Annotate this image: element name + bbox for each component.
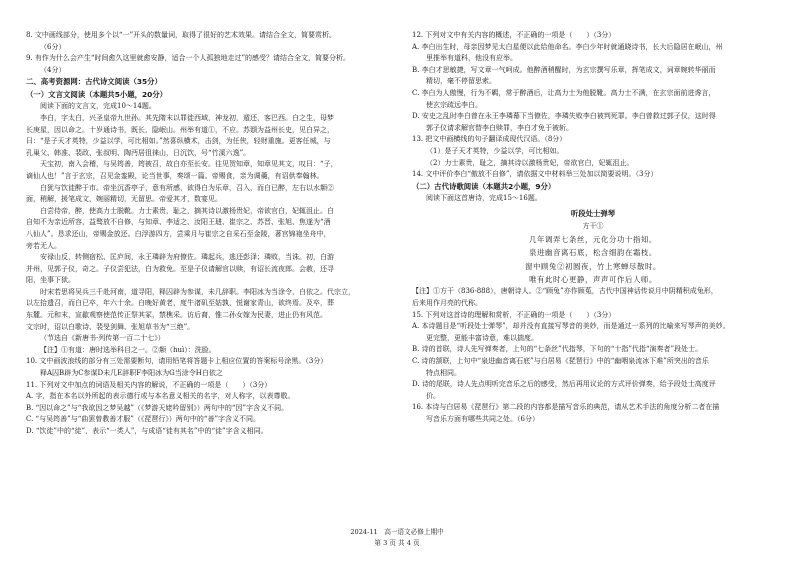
text-line: （一）文言文阅读（本题共5小题，20分） [26, 89, 168, 99]
text-line: 二、高考资源网：古代诗文阅读（35分） [26, 77, 162, 87]
text-line: 以左拾遗召，而白已卒，年六十余。白晚好黄老，度牛渚矶至姑孰，悦谢家青山，欲终焉。及卒，葬 [26, 299, 334, 308]
text-line: 东麓。元和末，宣歙观察使范传正祭其冢，禁樵采。访后裔，惟二孙女嫁为民妻，进止仍有风范。 [26, 311, 327, 320]
text-line: B. 李白才思敏捷，写文章一气呵成。他醉酒稍醒时，为玄宗撰写乐章，挥笔成文，词章婉转华丽而 [412, 65, 716, 74]
text-line: 写音乐方面有哪些共同之处。（6分） [426, 414, 539, 423]
right-questions-bottom [412, 286, 774, 425]
text-line: A. 本诗题目是“听段处士弹琴”，却并没有直接写琴音的美妙，而是通过一系列的比喻来写琴声的美妙。 [412, 322, 730, 331]
text-line: D. “饮徒”中的“徒”，表示“一类人”，与成语“徒有其名”中的“徒”字含义相同。 [26, 427, 268, 435]
text-line: 【注】①方干（836-888），唐朝诗人。②“顾兔”亦作顾菟，古代中国神话传说月中阴精积成兔形， [412, 287, 718, 296]
text-line: 10. 文中画波浪线的部分有三处需要断句，请用铅笔将答题卡上相应位置的答案标号涂黑。（3分） [26, 357, 328, 366]
text-line: C. “与吴筠善”与“曲罢曾教善才服”（《琵琶行》）两句中的“善”字含义不同。 [26, 415, 261, 424]
text-line: 长庚星，因以命之。十岁通诗书，既长，隐岷山。州举有道①，不应。苏颋为益州长史，见白异之， [26, 125, 334, 134]
text-line: 孔巢父、韩准、裴政、张叔明、陶沔居徂徕山，日沉饮，号“竹溪六逸”。 [26, 148, 251, 157]
poem-title: 听段处士弹琴 [570, 208, 616, 218]
text-line: C. 李白为人傲慢，行为不羁，常于醉酒后，让高力士为他脱靴。高力士不满，在玄宗面前进谗言， [412, 88, 716, 97]
text-line: 自知不为亲近所容，益骜放不自修，与知章、李适之、汝阳王琎、崔宗之、苏晋、张旭、焦遂为“酒 [26, 218, 331, 227]
text-line: 曰：“是子天才英特，少益以学，可比相如。”然喜纵横术，击剑，为任侠，轻财重施。更客任城，与 [26, 137, 331, 146]
text-line: 【注】①有道：唐时选举科目之一。②颒（huì）：洗脸。 [40, 345, 216, 354]
text-line: D. 安史之乱时李白曾在永王李璘幕下当僚佐，李璘失败李白被判死罪。李白曾救过郭子仪，这时得 [412, 112, 716, 121]
text-line: A. 字，指在本名以外所起的表示德行或与本名意义相关的名字，对人称字，以表尊敬。 [26, 392, 295, 401]
text-line: 旁若无人。 [26, 241, 61, 250]
text-line: 天宝初，南入会稽，与吴筠善，筠被召，故白亦至长安。往见贺知章，知章见其文，叹曰：“子， [40, 160, 338, 169]
text-line: （1）是子天才英特，少益以学，可比相如。 [426, 146, 564, 155]
text-line: 阅读下面的文言文，完成10～14题。 [40, 102, 156, 111]
text-line: 郭子仪请求解官替李白赎罪，李白才免于被斩。 [426, 123, 573, 132]
poem-line: 唯有此时心更静，声声可作后人师。 [529, 275, 657, 285]
left-column [26, 30, 386, 438]
text-line: 9. 有作为什么会产生“时间愈久这里就愈安静，适合一个人孤独地走过”的感受？请结合全文，简要分析。 [26, 54, 351, 63]
text-line: 安禄山反，转侧宿松、匡庐间，永王璘辟为府僚佐。璘起兵，逃还彭泽；璘败，当诛。初，白游 [40, 253, 334, 262]
text-line: D. 诗的尾联，诗人先点明听完音乐之后的感受，然后再用议论的方式评价弹奏，给予段处士高度评 [412, 380, 716, 389]
text-line: 8. 文中画线部分，使用多个以“一”开头的数量词，取得了很好的艺术效果。请结合全文，简要赏析。 [26, 31, 337, 39]
poem-author: 方干① [582, 221, 604, 230]
text-line: 后来用作月亮的代称。 [412, 299, 482, 308]
text-line: 15. 下列对这首诗的理解和赏析，不正确的一项是（ ）（3分） [412, 310, 616, 319]
text-line: 特点相同。 [426, 368, 461, 377]
text-line: （4分） [40, 65, 66, 74]
poem-line: 泉进幽音离石底，松含细韵在霜枝。 [529, 248, 657, 258]
text-line: 八仙人”。恳求还山，帝赐金放还。白浮游四方，尝乘月与崔宗之自采石至金陵，著宫锦袍坐舟中， [26, 229, 331, 238]
text-line: 精切，毫不停留思索。 [426, 77, 496, 86]
text-line: 阳，坐事下狱。 [26, 276, 75, 285]
text-line: （2）力士素贵，耻之，摘其诗以激杨贵妃，帝欲官白，妃辄沮止。 [426, 158, 634, 167]
right-questions-top [412, 30, 774, 205]
text-line: 文宗时，诏以白歌诗、裴旻剑舞、张旭草书为“三绝”。 [26, 322, 195, 331]
text-line: 里推举有道科，他没有应举。 [426, 54, 517, 63]
text-line: 11. 下列对文中加点的词语及相关内容的解说，不正确的一项是（ ）（3分） [26, 380, 272, 389]
text-line: 14. 文中评价李白“傲放不自修”，请依据文中材料举三处加以简要说明。（3分） [412, 170, 658, 179]
text-line: 并州，见郭子仪，奇之。子仪尝犯法，白为救免。至是子仪请解官以赎，有诏长流夜郎。会赦，还寻 [26, 264, 334, 273]
text-line: B. “因以命之”与“我欲因之梦吴越”（《梦游天姥吟留别》）两句中的“因”字含义不同。 [26, 403, 289, 412]
text-line: 价。 [426, 391, 440, 400]
poem-line: 几年调弄七条丝，元化分功十指知。 [529, 234, 657, 244]
text-line: （二）古代诗歌阅读（本题共2小题，9分） [412, 181, 556, 191]
text-line: C. 诗的颔联，上句中“泉进幽音离石底”与白居易《琵琶行》中的“幽咽泉流冰下难”所突出的音乐 [412, 357, 709, 365]
text-line: 更完整，更能丰富诗意，难以揣度。 [426, 333, 538, 342]
text-line: 13. 把文中画横线的句子翻译成现代汉语。（8分） [412, 135, 567, 144]
footer-page-number: 第 3 页 共 4 页 [374, 539, 420, 547]
text-line: 白尝侍帝，醉，使高力士脱靴。力士素贵，耻之，摘其诗以激杨贵妃，帝欲官白，妃辄沮止。白 [40, 206, 334, 215]
text-line: B. 诗的首联，诗人先写弹奏者，上句的“七条丝”代指琴，下句的“十指”代指“演奏者”段处士。 [412, 345, 703, 354]
poem-block [412, 207, 774, 287]
text-line: 时宋若思将吴兵三千赴河南，道寻阳，释囚辟为参谋，未几辞职。李阳冰为当涂令，白依之。代宗立， [40, 287, 355, 296]
right-column [412, 30, 774, 426]
text-line: 释A囚B辟为C参谋D未几E辞职F李阳冰为G当涂令H白依之 [40, 369, 223, 378]
text-line: A. 李白出生时，母亲因梦见太白星便以此给他命名。李白少年时就通晓诗书，长大后隐居在岷山，州 [412, 42, 723, 51]
text-line: 阅读下面这首唐诗，完成15～16题。 [426, 194, 542, 203]
text-line: 白犹与饮徒醉于市。帝坐沉香亭子，意有所感，欲得白为乐章，召入，而白已醉，左右以水颒② [40, 183, 334, 192]
text-line: （节选自《新唐书·列传第一百二十七》） [40, 334, 165, 343]
text-line: 面，稍解，援笔成文，婉丽精切，无留思。帝爱其才，数宴见。 [26, 195, 222, 204]
text-line: （6分） [40, 42, 66, 51]
text-line: 谪仙人也！”言于玄宗，召见金銮殿，论当世事，奏颂一篇。帝赐食，亲为调羹，有诏供奉翰林。 [26, 171, 324, 180]
poem-line: 窗中顾兔②初圆夜，竹上寒蝉尽散时。 [525, 261, 661, 271]
text-line: 12. 下列对文中有关内容的概述，不正确的一项是（ ）（3分） [412, 31, 616, 39]
footer-exam-title: 2024-11 高一语文必修上期中 [350, 528, 444, 536]
text-line: 李白，字太白，兴圣皇帝九世孙。其先隋末以罪徙西域，神龙初，遁还，客巴西。白之生，母梦 [40, 113, 334, 122]
text-line: 16. 本诗与白居易《琵琶行》第二段的内容都是描写音乐的典范，请从艺术手法的角度分析二者在描 [412, 403, 720, 412]
text-line: 使玄宗疏远李白。 [426, 100, 482, 109]
